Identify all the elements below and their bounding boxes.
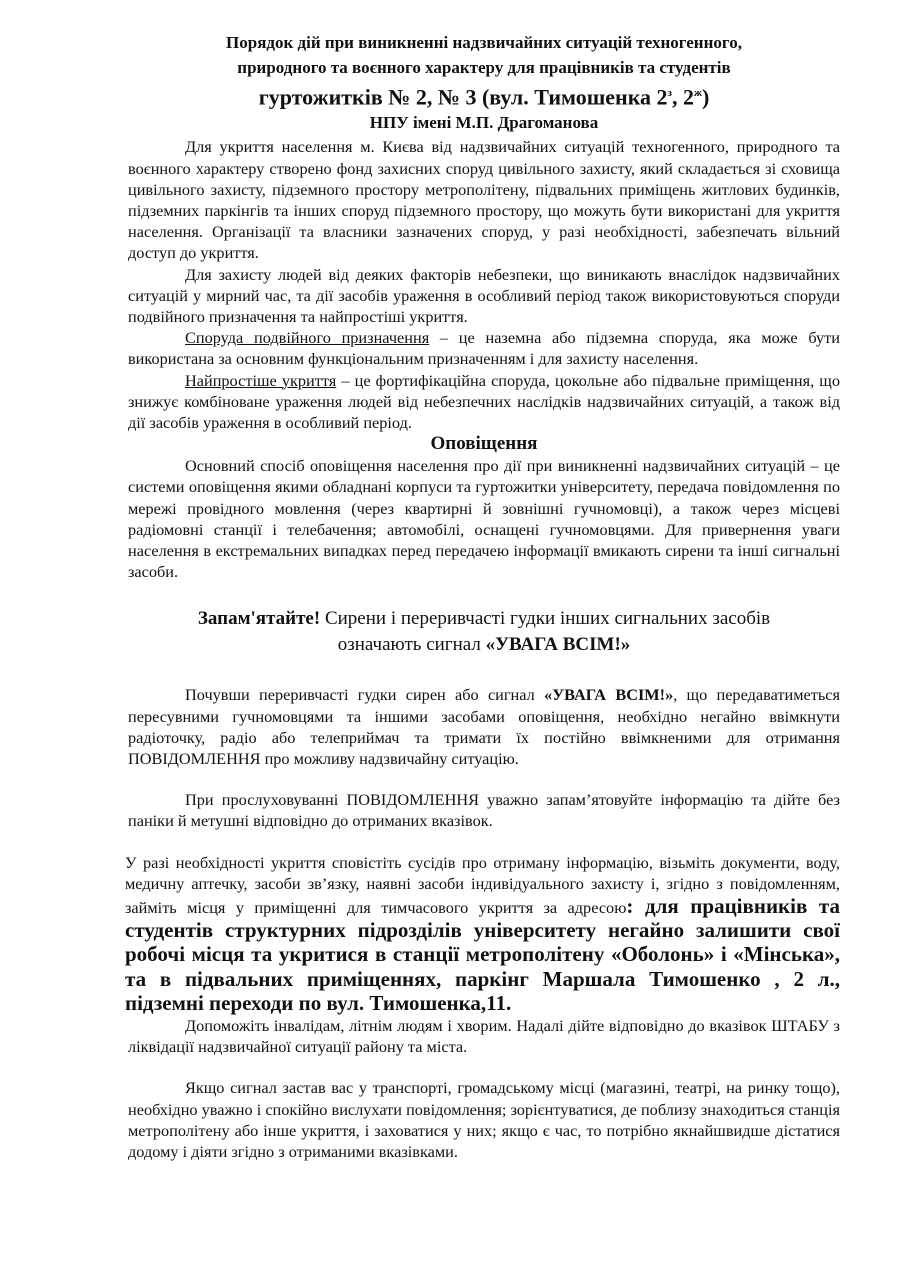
- actions-p1-signal: «УВАГА ВСІМ!»: [544, 685, 674, 705]
- actions-paragraph-5: Якщо сигнал застав вас у транспорті, громадському місці (магазині, театрі, на ринку тощо), необхідно уважно і спокійно вислухати повідомлення; зорієнтуватися, де поблизу знаходиться станція метрополітену або інше укриття, і заховатися у них; якщо є час, то потрібно якнайшвидше дістатися додому і діяти згідно з отриманими вказівками.: [128, 1078, 840, 1162]
- title-address-a: гуртожитків № 2, № 3 (вул. Тимошенка 2: [258, 84, 668, 110]
- intro-paragraph-3: [128, 327, 840, 369]
- shelter-address-bold: : для працівників та студентів структурних підрозділів університету негайно залишити свої робочі місця та укритися в станції метрополітену «Оболонь» і «Мінська», та в підвальних приміщеннях, паркінг Маршала Тимошенко , 2 л., підземні переходи по вул. Тимошенка,11.: [125, 894, 840, 1015]
- definition-simple-shelter: – це фортифікаційна споруда, цокольне або підвальне приміщення, що знижує комбіноване ураження людей від небезпечних наслідків надзвичайних ситуацій, а також від дії засобів ураження в особливий період.: [128, 370, 840, 432]
- notice-line-1: [128, 606, 840, 632]
- notice-text-1: Сирени і переривчасті гудки інших сигнальних засобів: [320, 608, 771, 630]
- title-sup-2: ж: [693, 87, 702, 99]
- intro-paragraph-2: Для захисту людей від деяких факторів небезпеки, що виникають внаслідок надзвичайних ситуацій у мирний час, та дії засобів ураження в особливий період також використовуються споруди подвійного призначення та найпростіші укриття.: [128, 264, 840, 326]
- title-address-b: , 2: [671, 84, 694, 110]
- term-dual-purpose: Споруда подвійного призначення: [185, 328, 430, 348]
- title-address-c: ): [701, 84, 710, 110]
- term-simple-shelter: Найпростіше укриття: [185, 370, 337, 390]
- actions-p1-text-a: Почувши переривчасті гудки сирен або сигнал: [185, 685, 545, 705]
- section-heading-alert: Оповіщення: [430, 433, 538, 455]
- doc-title-line-3: [128, 80, 840, 110]
- intro-paragraph-4: [128, 370, 840, 434]
- actions-paragraph-1: [128, 684, 840, 769]
- actions-paragraph-2: При прослуховуванні ПОВІДОМЛЕННЯ уважно запам’ятовуйте інформацію та дійте без паніки й метушні відповідно до отриманих вказівок.: [128, 790, 840, 831]
- notice-text-2: означають сигнал: [337, 634, 486, 656]
- actions-p1-text-b: , що передаватиметься пересувними гучномовцями та іншими засобами оповіщення, необхідно негайно ввімкнути радіоточку, радіо або телеприймач та тримати їх постійно ввімкненими для отримання ПОВІДОМЛЕННЯ про можливу надзвичайну ситуацію.: [128, 685, 840, 768]
- document-page: [125, 30, 840, 1162]
- notice-line-2: [128, 632, 840, 658]
- actions-p3-text: У разі необхідності укриття сповістіть сусідів про отриману інформацію, візьміть документи, воду, медичну аптечку, засоби зв’язку, наявні засоби індивідуального захисту і, згідно з повідомленням, займіть місця у приміщенні для тимчасового укриття за адресою: [125, 852, 840, 918]
- doc-title-university: НПУ імені М.П. Драгоманова: [369, 113, 599, 133]
- actions-paragraph-3: [125, 852, 840, 1015]
- notice-signal: «УВАГА ВСІМ!»: [485, 634, 631, 656]
- actions-paragraph-4: Допоможіть інвалідам, літнім людям і хворим. Надалі дійте відповідно до вказівок ШТАБУ з ліквідації надзвичайної ситуації району та міста.: [128, 1016, 840, 1057]
- alert-paragraph: Основний спосіб оповіщення населення про дії при виникненні надзвичайних ситуацій – це системи оповіщення якими обладнані корпуси та гуртожитки університету, передача повідомлення по мережі провідного мовлення (через квартирні й зовнішні гучномовці), а також через місцеві радіомовні станції і телебачення; автомобілі, оснащені гучномовцями. Для привернення уваги населення в екстремальних випадках перед передачею інформації вмикають сирени та інші сигнальні засоби.: [128, 456, 840, 582]
- doc-title-line-1: Порядок дій при виникненні надзвичайних ситуацій техногенного,: [226, 33, 742, 52]
- intro-paragraph-1: Для укриття населення м. Києва від надзвичайних ситуацій техногенного, природного та воєнного характеру створено фонд захисних споруд цивільного захисту, який складається зі сховища цивільного захисту, підземного простору метрополітену, підвальних приміщень житлових будинків, підземних паркінгів та інших споруд підземного простору, що можуть бути використані для укриття населення. Організації та власники зазначених споруд, у разі необхідності, забезпечать вільний доступ до укриття.: [128, 137, 840, 263]
- title-sup-1: з: [667, 87, 672, 99]
- remember-notice: [128, 606, 840, 658]
- doc-title-line-2: природного та воєнного характеру для працівників та студентів: [237, 58, 731, 77]
- notice-lead: Запам'ятайте!: [197, 608, 321, 630]
- definition-dual-purpose: – це наземна або підземна споруда, яка може бути використана за основним функціональним призначенням і для захисту населення.: [128, 328, 840, 369]
